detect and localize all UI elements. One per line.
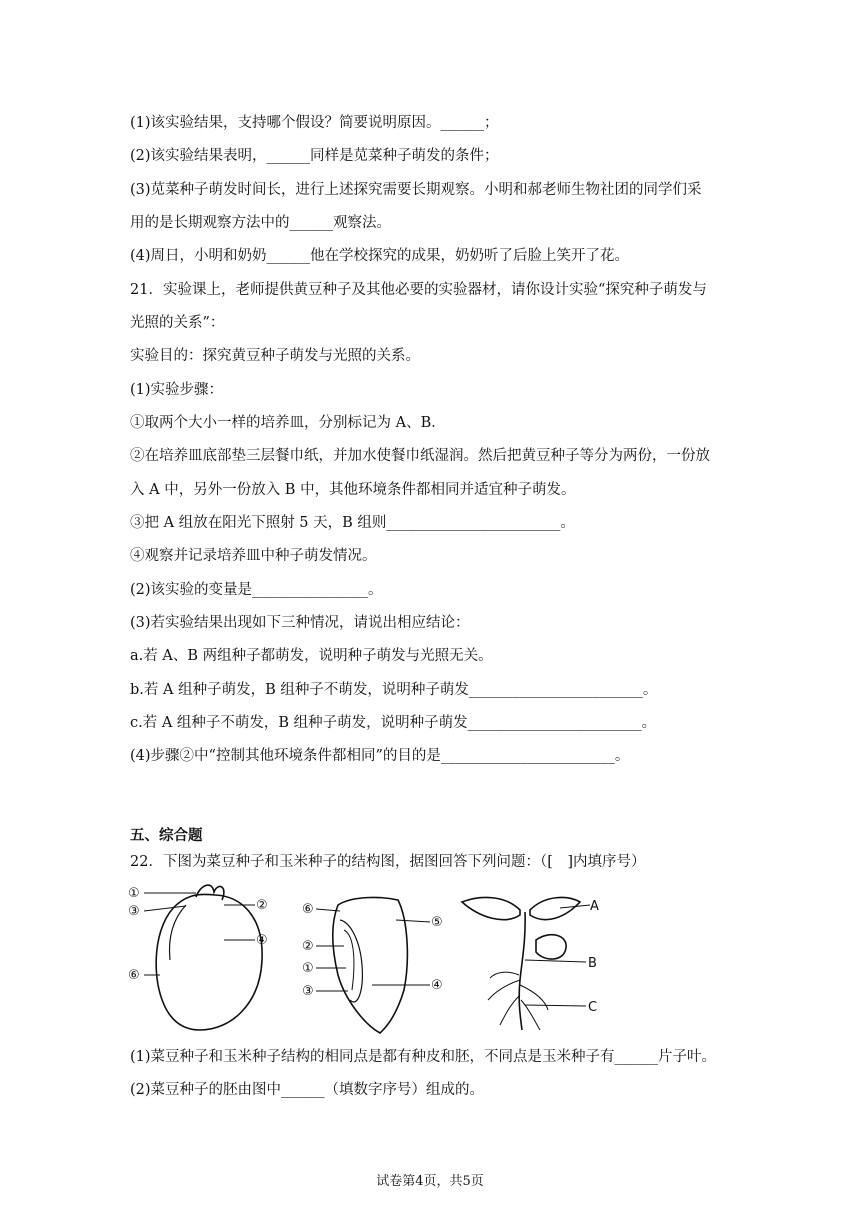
bean-embryo-bud xyxy=(196,885,224,900)
text-line: (3)若实验结果出现如下三种情况，请说出相应结论： xyxy=(130,615,470,631)
corn-label: ② xyxy=(302,939,314,954)
text-line: 入 A 中，另外一份放入 B 中，其他环境条件都相同并适宜种子萌发。 xyxy=(130,482,576,498)
bean-label: ① xyxy=(128,886,140,901)
text-line: (1)该实验结果，支持哪个假设？简要说明原因。______； xyxy=(130,115,499,131)
bean-label: ④ xyxy=(256,933,268,948)
seedling-label: A xyxy=(590,899,599,914)
text-line: (2)该实验结果表明，______同样是苋菜种子萌发的条件； xyxy=(130,148,499,164)
corn-label: ③ xyxy=(302,984,314,999)
text-line: b.若 A 组种子萌发，B 组种子不萌发，说明种子萌发________________________。 xyxy=(130,682,658,698)
corn-label: ① xyxy=(302,961,314,976)
text-line: 用的是长期观察方法中的______观察法。 xyxy=(130,215,391,231)
text-line: (4)步骤②中“控制其他环境条件都相同”的目的是________________________。 xyxy=(130,748,630,764)
text-line: c.若 A 组种子不萌发，B 组种子萌发，说明种子萌发________________________。 xyxy=(130,715,657,731)
corn-label: ⑤ xyxy=(431,915,443,930)
text-line: ②在培养皿底部垫三层餐巾纸，并加水使餐巾纸湿润。然后把黄豆种子等分为两份，一份放 xyxy=(130,448,710,464)
seedling-roots xyxy=(488,972,548,1030)
page-footer: 试卷第4页，共5页 xyxy=(376,1174,484,1189)
seedling-stem xyxy=(519,912,525,1030)
corn-label: ④ xyxy=(431,978,443,993)
corn-label: ⑥ xyxy=(302,902,314,917)
seedling-leaf-left xyxy=(462,897,520,919)
question-part-1: (1)菜豆种子和玉米种子结构的相同点是都有种皮和胚，不同点是玉米种子有______片子叶。 xyxy=(130,1049,717,1065)
text-line: ③把 A 组放在阳光下照射 5 天，B 组则________________________。 xyxy=(130,515,575,531)
text-line: 21．实验课上，老师提供黄豆种子及其他必要的实验器材，请你设计实验“探究种子萌发与 xyxy=(130,282,707,298)
text-line: a.若 A、B 两组种子都萌发，说明种子萌发与光照无关。 xyxy=(130,648,493,664)
seedling-label: B xyxy=(588,956,597,971)
text-line: (1)实验步骤： xyxy=(130,382,224,398)
corn-seed-outline xyxy=(333,897,408,1033)
question-stem: 22．下图为菜豆种子和玉米种子的结构图，据图回答下列问题：（[ ]内填序号） xyxy=(130,854,646,870)
bean-label: ⑥ xyxy=(128,968,140,983)
text-line: (4)周日，小明和奶奶______他在学校探究的成果，奶奶听了后脸上笑开了花。 xyxy=(130,248,630,264)
seedling-label: C xyxy=(588,1000,598,1015)
bean-label: ③ xyxy=(128,904,140,919)
text-line: 光照的关系”： xyxy=(130,315,225,331)
question-part-2: (2)菜豆种子的胚由图中______（填数字序号）组成的。 xyxy=(130,1082,485,1098)
text-line: 实验目的：探究黄豆种子萌发与光照的关系。 xyxy=(130,348,420,364)
section-title: 五、综合题 xyxy=(130,827,203,844)
seedling-leaf-right xyxy=(530,897,580,919)
text-line: ①取两个大小一样的培养皿，分别标记为 A、B． xyxy=(130,415,446,431)
bean-seed-outline xyxy=(156,894,262,1030)
text-line: (3)苋菜种子萌发时间长，进行上述探究需要长期观察。小明和郝老师生物社团的同学们采 xyxy=(130,182,702,198)
bean-label: ② xyxy=(256,898,268,913)
text-line: (2)该实验的变量是________________。 xyxy=(130,582,383,598)
seedling-cotyledon xyxy=(536,935,566,959)
text-line: ④观察并记录培养皿中种子萌发情况。 xyxy=(130,548,377,564)
